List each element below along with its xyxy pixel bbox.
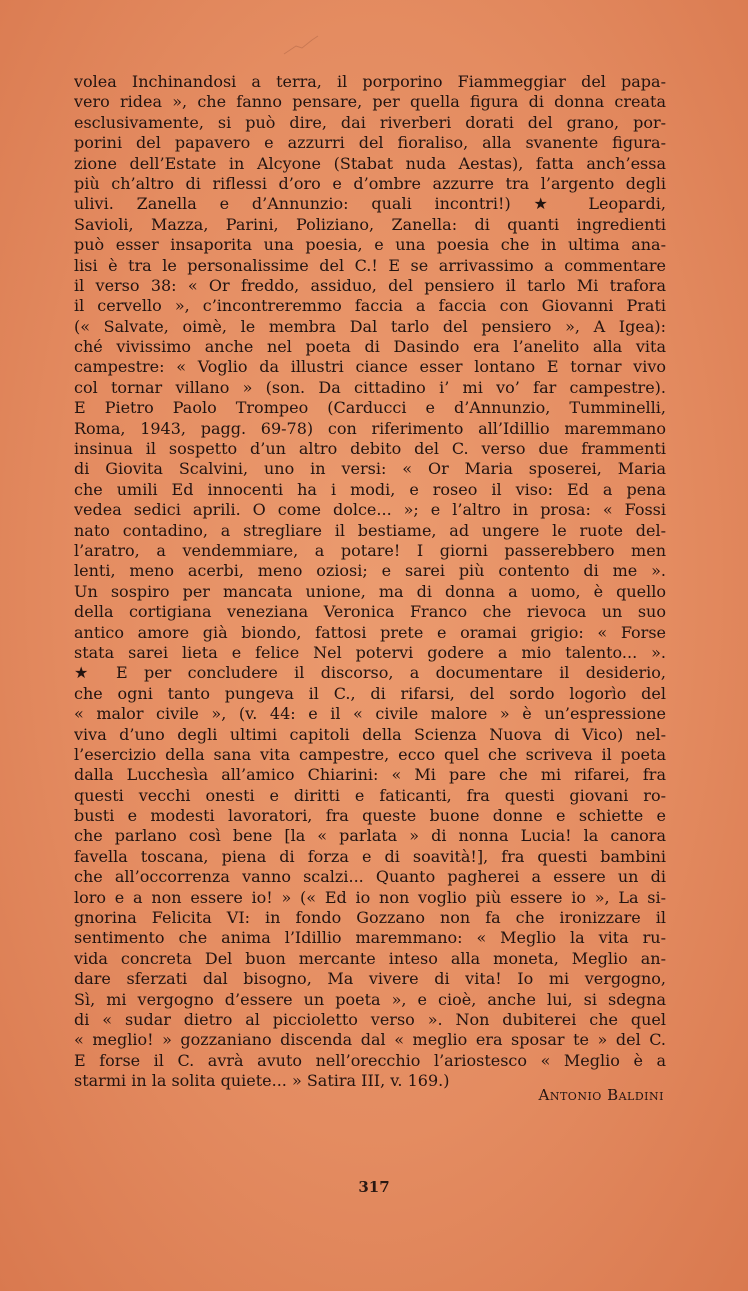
text-line: busti e modesti lavoratori, fra queste buone donne e schiette e [74,806,666,826]
text-line: Sì, mi vergogno d’essere un poeta », e cioè, anche lui, si sdegna [74,989,666,1009]
text-line: della cortigiana veneziana Veronica Franco che rievoca un suo [74,602,666,622]
text-line: ulivi. Zanella e d’Annunzio: quali incontri!) ★ Leopardi, [74,194,666,214]
text-line: loro e a non essere io! » (« Ed io non voglio più essere io », La si- [74,887,666,907]
text-line: lisi è tra le personalissime del C.! E se arrivassimo a commentare [74,255,666,275]
text-line: questi vecchi onesti e diritti e faticanti, fra questi giovani ro- [74,785,666,805]
text-line: esclusivamente, si può dire, dai riverberi dorati del grano, por- [74,112,666,132]
text-line: favella toscana, piena di forza e di soavità!], fra questi bambini [74,846,666,866]
text-line: viva d’uno degli ultimi capitoli della Scienza Nuova di Vico) nel- [74,724,666,744]
text-line: che parlano così bene [la « parlata » di nonna Lucia! la canora [74,826,666,846]
text-line: porini del papavero e azzurri del fioraliso, alla svanente figura- [74,133,666,153]
text-line: insinua il sospetto d’un altro debito del C. verso due frammenti [74,439,666,459]
text-line: antico amore già biondo, fattosi prete e oramai grigio: « Forse [74,622,666,642]
page-number: 317 [358,1178,390,1196]
text-line: di Giovita Scalvini, uno in versi: « Or Maria sposerei, Maria [74,459,666,479]
text-line: che ogni tanto pungeva il C., di rifarsi, del sordo logorìo del [74,683,666,703]
text-line: lenti, meno acerbi, meno oziosi; e sarei più contento di me ». [74,561,666,581]
text-line: « meglio! » gozzaniano discenda dal « meglio era sposar te » del C. [74,1030,666,1050]
text-line: col tornar villano » (son. Da cittadino i’ mi vo’ far campestre). [74,377,666,397]
text-line-last: starmi in la solita quiete... » Satira III, v. 169.) [74,1071,450,1091]
text-line: il verso 38: « Or freddo, assiduo, del pensiero il tarlo Mi trafora [74,275,666,295]
text-line: volea Inchinandosi a terra, il porporino Fiammeggiar del papa- [74,72,666,91]
text-line: di « sudar dietro al piccioletto verso ». Non dubiterei che quel [74,1009,666,1029]
text-line: Savioli, Mazza, Parini, Poliziano, Zanella: di quanti ingredienti [74,214,666,234]
text-line: che umili Ed innocenti ha i modi, e roseo il viso: Ed a pena [74,479,666,499]
text-line: sentimento che anima l’Idillio maremmano: « Meglio la vita ru- [74,928,666,948]
text-line: vero ridea », che fanno pensare, per quella figura di donna creata [74,92,666,112]
text-line: ★ E per concludere il discorso, a documentare il desiderio, [74,663,666,683]
text-line: che all’occorrenza vanno scalzi... Quanto pagherei a essere un di [74,867,666,887]
text-line: Un sospiro per mancata unione, ma di donna a uomo, è quello [74,581,666,601]
text-line: « malor civile », (v. 44: e il « civile malore » è un’espressione [74,704,666,724]
article-body [74,72,666,1092]
text-line: può esser insaporita una poesia, e una poesia che in ultima ana- [74,235,666,255]
text-line: (« Salvate, oimè, le membra Dal tarlo del pensiero », A Igea): [74,316,666,336]
text-line: il cervello », c’incontreremmo faccia a faccia con Giovanni Prati [74,296,666,316]
author-signature: Antonio Baldini [538,1086,664,1104]
text-line: dalla Lucchesìa all’amico Chiarini: « Mi pare che mi rifarei, fra [74,765,666,785]
text-line: gnorina Felicita VI: in fondo Gozzano non fa che ironizzare il [74,908,666,928]
text-line: E forse il C. avrà avuto nell’orecchio l’ariostesco « Meglio è a [74,1050,666,1070]
text-line: nato contadino, a stregliare il bestiame, ad ungere le ruote del- [74,520,666,540]
ink-stain-mark [282,34,322,58]
text-line: l’esercizio della sana vita campestre, ecco quel che scriveva il poeta [74,744,666,764]
text-line: dare sferzati dal bisogno, Ma vivere di vita! Io mi vergogno, [74,969,666,989]
text-line: l’aratro, a vendemmiare, a potare! I giorni passerebbero men [74,540,666,560]
text-line: stata sarei lieta e felice Nel potervi godere a mio talento... ». [74,642,666,662]
text-line: vedea sedici aprili. O come dolce... »; e l’altro in prosa: « Fossi [74,500,666,520]
text-line: E Pietro Paolo Trompeo (Carducci e d’Annunzio, Tumminelli, [74,398,666,418]
text-line: vida concreta Del buon mercante inteso alla moneta, Meglio an- [74,948,666,968]
text-line: ché vivissimo anche nel poeta di Dasindo era l’anelito alla vita [74,337,666,357]
text-line: campestre: « Voglio da illustri ciance esser lontano E tornar vivo [74,357,666,377]
text-line: Roma, 1943, pagg. 69-78) con riferimento all’Idillio maremmano [74,418,666,438]
text-line: più ch’altro di riflessi d’oro e d’ombre azzurre tra l’argento degli [74,173,666,193]
text-line: zione dell’Estate in Alcyone (Stabat nuda Aestas), fatta anch’essa [74,153,666,173]
